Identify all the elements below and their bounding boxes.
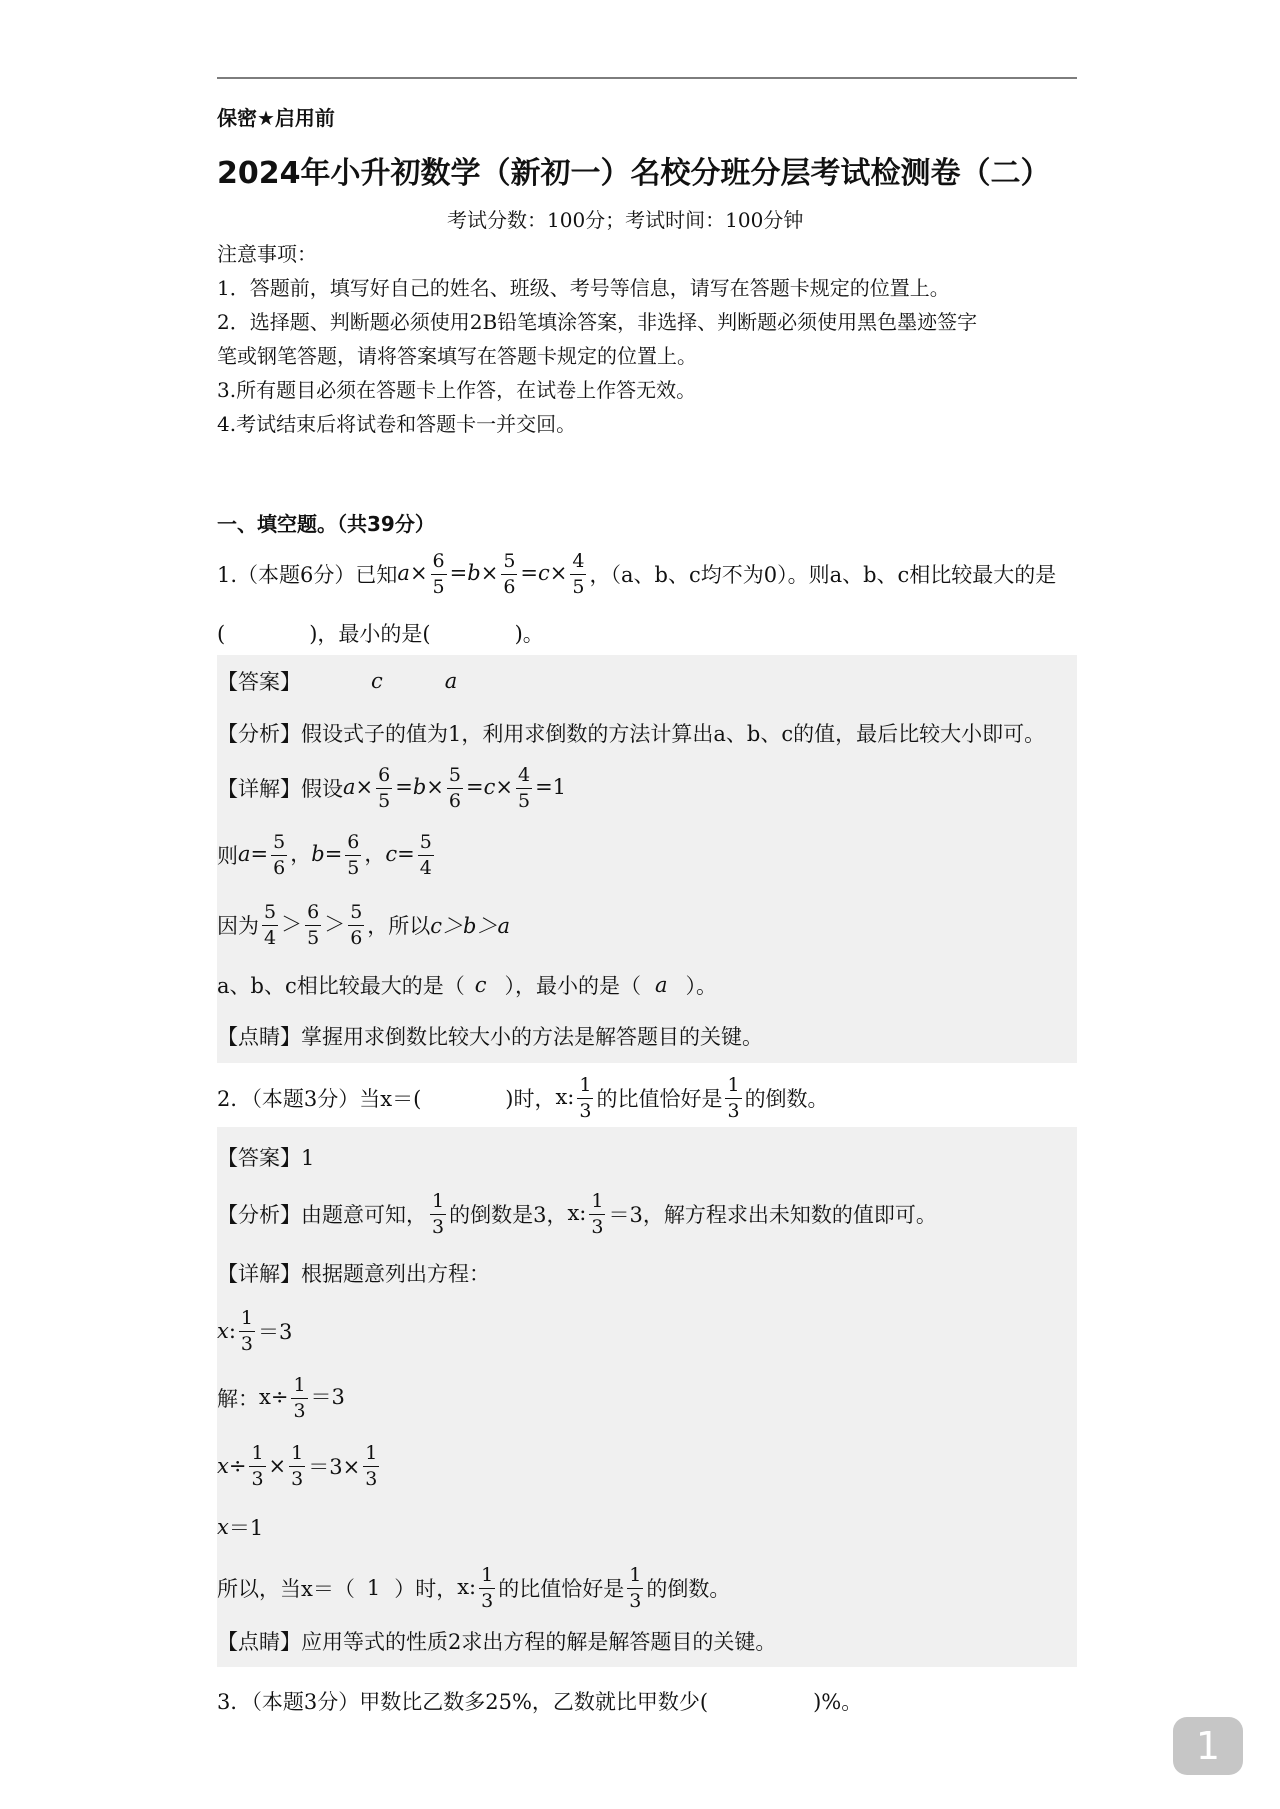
q2-fraction: $\frac{1}{3}$ bbox=[727, 1073, 740, 1122]
q2-conclusion-mid: ）时， bbox=[394, 1577, 458, 1601]
q2-mid: 的比值恰好是 bbox=[596, 1087, 723, 1111]
notes-heading: 注意事项： bbox=[217, 242, 317, 266]
exam-info: 考试分数：100分；考试时间：100分钟 bbox=[447, 208, 804, 232]
page-number-badge[interactable]: 1 bbox=[1173, 1717, 1243, 1775]
q1-blanks-line: ( )，最小的是( )。 bbox=[217, 622, 544, 646]
q2-prefix: 2．（本题3分）当x＝( )时， bbox=[217, 1087, 556, 1111]
q1-key-point: 【点睛】掌握用求倒数比较大小的方法是解答题目的关键。 bbox=[217, 1025, 763, 1049]
question-1-stem bbox=[217, 546, 1056, 602]
note-item: 笔或钢笔答题，请将答案填写在答题卡规定的位置上。 bbox=[217, 344, 697, 368]
q2-equation-2: 解： x÷ $\frac{1}{3}$ ＝3 bbox=[217, 1373, 345, 1422]
q2-conclusion-mid2: 的比值恰好是 bbox=[498, 1577, 625, 1601]
q1-conclusion-mid: ），最小的是（ bbox=[504, 974, 641, 998]
q1-detail-row bbox=[217, 763, 566, 813]
section-heading: 一、填空题。（共39分） bbox=[217, 512, 435, 536]
note-item: 4.考试结束后将试卷和答题卡一并交回。 bbox=[217, 412, 577, 436]
q2-conclusion-pre: 所以，当x＝（ bbox=[217, 1577, 355, 1601]
q1-then-label: 则 bbox=[217, 844, 238, 868]
q2-analysis-ratio: x: $\frac{1}{3}$ bbox=[567, 1189, 604, 1238]
q2-analysis-pre: 【分析】由题意可知， bbox=[217, 1203, 427, 1227]
q2-conclusion-row: 所以，当x＝（ 1 ）时， x: $\frac{1}{3}$ 的比值恰好是 $\frac{1}{3}$ 的倒数。 bbox=[217, 1563, 731, 1612]
answer-label: 【答案】 bbox=[217, 670, 301, 694]
q1-conclusion-min: a bbox=[655, 973, 668, 997]
q2-equation-1: x : $\frac{1}{3}$ ＝3 bbox=[217, 1306, 293, 1355]
q1-suffix: ，（a、b、c均不为0）。则a、b、c相比较最大的是 bbox=[589, 563, 1057, 587]
q2-conclusion-value: 1 bbox=[366, 1576, 381, 1600]
q1-answer-row bbox=[217, 664, 457, 698]
q1-equation: a× $\frac{6}{5}$ =b× $\frac{5}{6}$ =c× $\frac{4}{5}$ bbox=[397, 549, 585, 598]
q1-conclusion-pre: a、b、c相比较最大的是（ bbox=[217, 974, 465, 998]
q2-key-point: 【点睛】应用等式的性质2求出方程的解是解答题目的关键。 bbox=[217, 1630, 777, 1654]
q1-so-label: ，所以 bbox=[367, 914, 431, 938]
q2-answer: 【答案】1 bbox=[217, 1146, 315, 1170]
q1-conclusion-row bbox=[217, 968, 717, 1002]
q2-analysis-row: 【分析】由题意可知， $\frac{1}{3}$ 的倒数是3， x: $\frac{1}{3}$ ＝3，解方程求出未知数的值即可。 bbox=[217, 1189, 937, 1238]
q1-answer-1: c bbox=[371, 669, 383, 693]
q2-analysis-post: ＝3，解方程求出未知数的值即可。 bbox=[608, 1203, 937, 1227]
q1-detail-label: 【详解】假设 bbox=[217, 777, 343, 801]
q1-because-label: 因为 bbox=[217, 914, 259, 938]
q2-suffix: 的倒数。 bbox=[744, 1087, 829, 1111]
q1-conclusion-max: c bbox=[474, 973, 487, 997]
q2-detail: 【详解】根据题意列出方程： bbox=[217, 1262, 490, 1286]
confidential-label: 保密★启用前 bbox=[217, 106, 335, 130]
q2-analysis-mid: 的倒数是3， bbox=[449, 1203, 568, 1227]
q1-compare-row bbox=[217, 900, 510, 950]
note-item: 1．答题前，填写好自己的姓名、班级、考号等信息，请写在答题卡规定的位置上。 bbox=[217, 276, 950, 300]
q2-ratio: x: $\frac{1}{3}$ bbox=[555, 1073, 592, 1122]
note-item: 2．选择题、判断题必须使用2B铅笔填涂答案，非选择、判断题必须使用黑色墨迹签字 bbox=[217, 310, 978, 334]
question-2-stem bbox=[217, 1070, 829, 1126]
q2-equation-4: x ＝1 bbox=[217, 1515, 264, 1540]
q1-values-row bbox=[217, 830, 437, 880]
q1-order: c＞b＞a bbox=[430, 914, 511, 938]
q1-compare-equation: $\frac{5}{4}$ ＞ $\frac{6}{5}$ ＞ $\frac{5}{6}$ bbox=[264, 900, 363, 949]
q1-detail-equation: a× $\frac{6}{5}$ =b× $\frac{5}{6}$ =c× $\frac{4}{5}$ =1 bbox=[343, 763, 567, 812]
q2-conclusion-ratio: x: $\frac{1}{3}$ bbox=[457, 1563, 494, 1612]
note-item: 3.所有题目必须在答题卡上作答，在试卷上作答无效。 bbox=[217, 378, 697, 402]
q2-conclusion-post: 的倒数。 bbox=[646, 1577, 731, 1601]
q1-analysis: 【分析】假设式子的值为1，利用求倒数的方法计算出a、b、c的值，最后比较大小即可。 bbox=[217, 722, 1046, 746]
q1-values-equation: a= $\frac{5}{6}$ ，b= $\frac{6}{5}$ ，c= $\frac{5}{4}$ bbox=[238, 830, 432, 879]
page-title: 2024年小升初数学（新初一）名校分班分层考试检测卷（二） bbox=[217, 156, 1051, 191]
q2-solve-label: 解： bbox=[217, 1387, 259, 1411]
q1-prefix: 1.（本题6分）已知 bbox=[217, 563, 398, 587]
top-rule bbox=[217, 77, 1077, 79]
q1-conclusion-post: ）。 bbox=[685, 974, 718, 998]
q2-equation-3: x ÷ $\frac{1}{3}$ × $\frac{1}{3}$ ＝3× $\frac{1}{3}$ bbox=[217, 1441, 378, 1490]
q1-answer-2: a bbox=[444, 669, 458, 693]
question-3-stem: 3．（本题3分）甲数比乙数多25%，乙数就比甲数少( )%。 bbox=[217, 1690, 863, 1714]
